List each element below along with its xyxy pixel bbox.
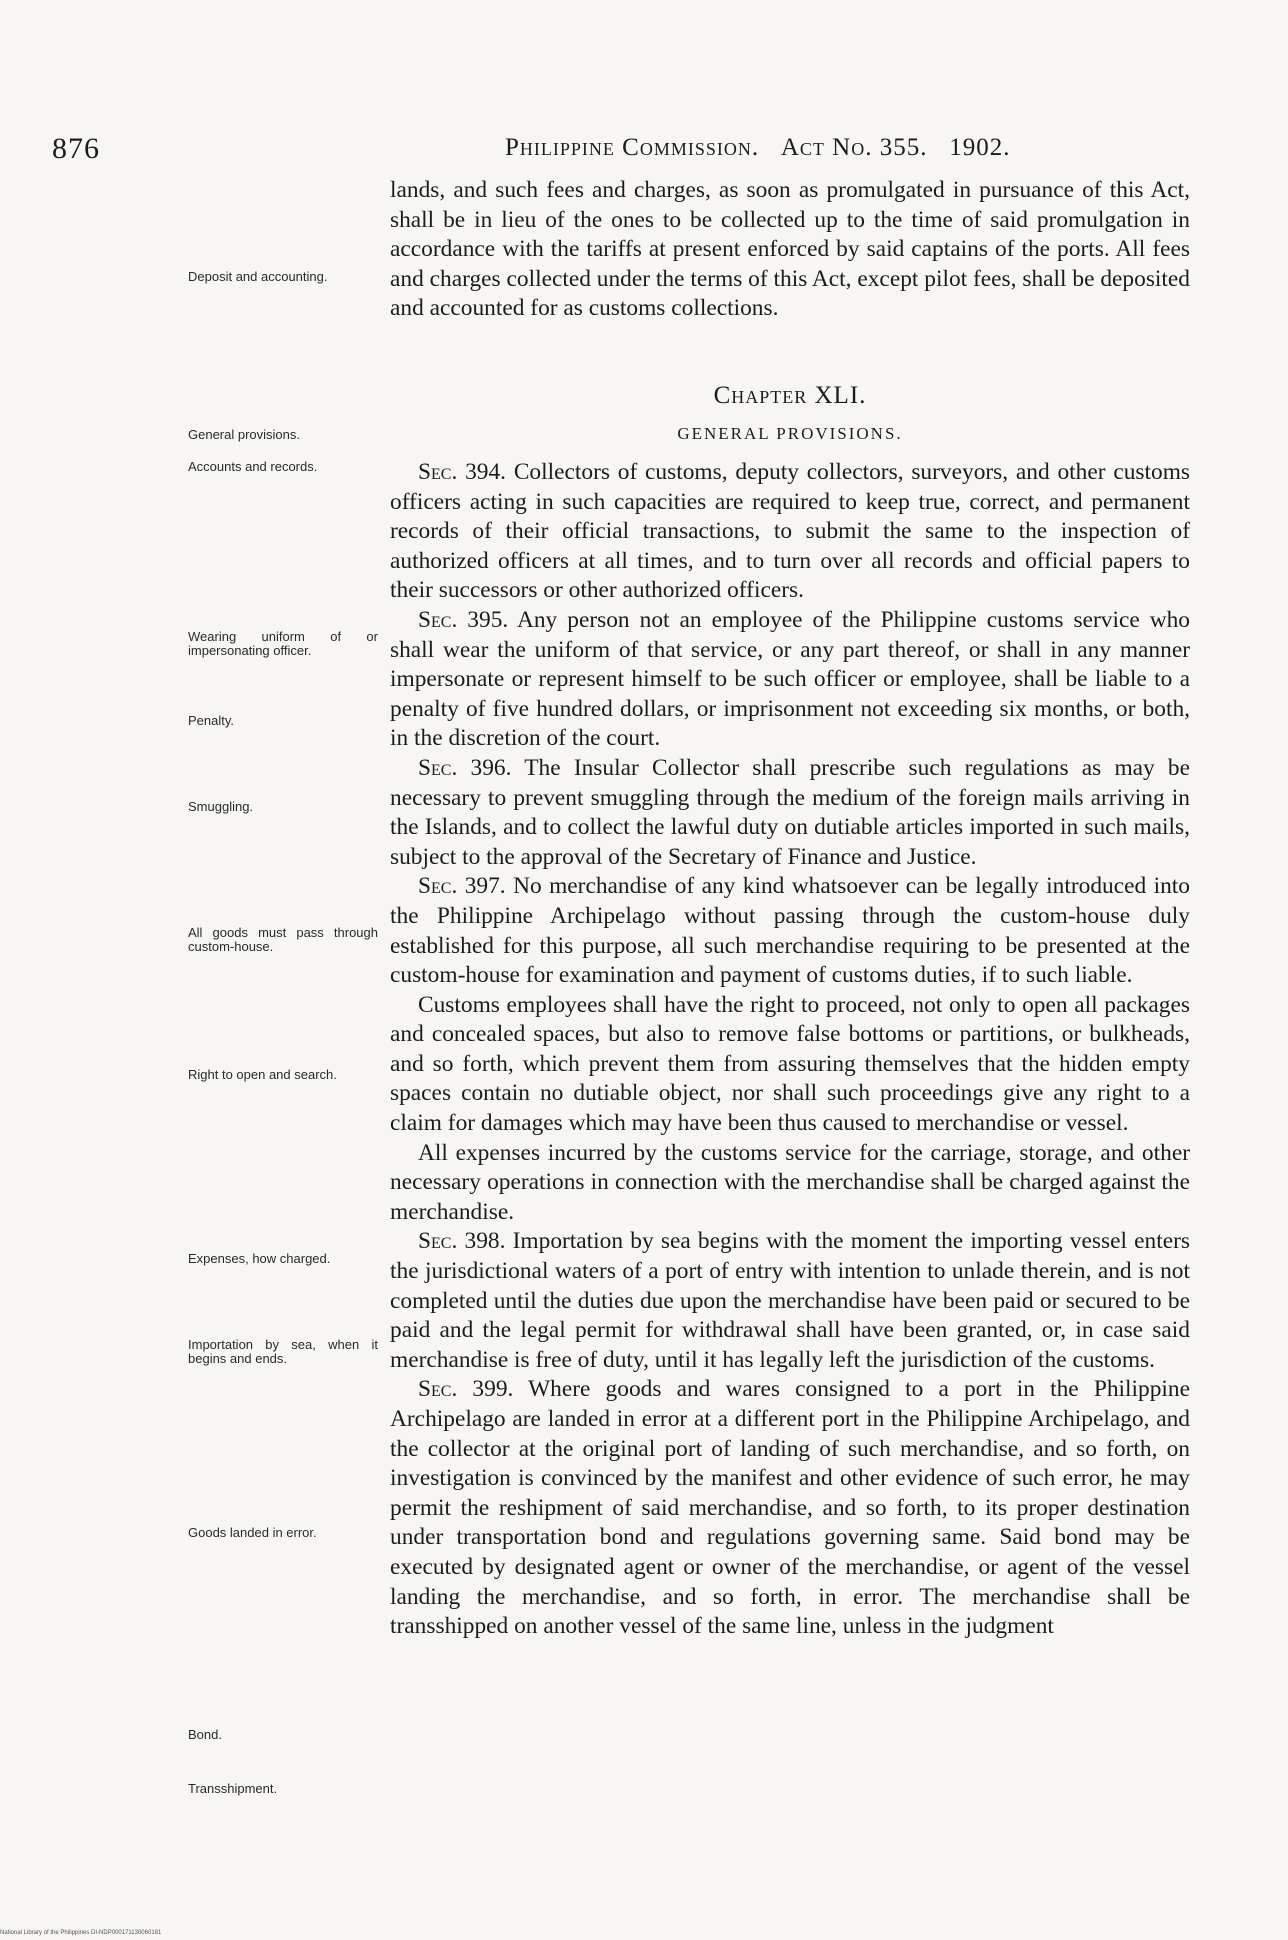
- margin-note-search: Right to open and search.: [188, 1067, 337, 1082]
- continuation-block: [390, 176, 1190, 324]
- page-number: 876: [52, 132, 100, 165]
- section-395: [390, 606, 1190, 754]
- running-head: [505, 134, 1085, 162]
- margin-note-deposit: Deposit and accounting.: [188, 269, 328, 284]
- margin-note-general: General provisions.: [188, 427, 300, 442]
- margin-note-uniform: Wearing uniform of or impersonating officer.: [188, 629, 378, 658]
- section-396-text: The Insular Collector shall prescribe such regulations as may be necessary to prevent smuggling through the medium of the foreign mails arriving in the Islands, and to collect the lawful duty on dutiable articles imported in such mails, subject to the approval of the Secretary of Finance and Justice.: [390, 754, 1190, 870]
- section-397-lead: Sec. 397.: [418, 873, 506, 900]
- paragraph-right-to-search: Customs employees shall have the right to proceed, not only to open all packages and concealed spaces, but also to remove false bottoms or partitions, or bulkheads, and so forth, which prevent them from assuring themselves that the hidden empty spaces contain no dutiable object, nor shall such proceedings give any right to a claim for damages which may have been thus caused to merchandise or vessel.: [390, 991, 1190, 1137]
- margin-note-expenses: Expenses, how charged.: [188, 1251, 331, 1266]
- margin-note-bond: Bond.: [188, 1727, 222, 1742]
- section-396: [390, 754, 1190, 872]
- margin-note-goods: All goods must pass through custom-house.: [188, 925, 378, 954]
- section-394: [390, 458, 1190, 606]
- margin-note-landed: Goods landed in error.: [188, 1525, 317, 1540]
- margin-note-smuggling: Smuggling.: [188, 799, 254, 814]
- section-397: [390, 872, 1190, 990]
- chapter-subtitle: GENERAL PROVISIONS.: [677, 424, 903, 443]
- main-text-block: [390, 458, 1190, 1642]
- section-398-lead: Sec. 398.: [418, 1228, 506, 1255]
- section-395-lead: Sec. 395.: [418, 606, 509, 633]
- section-394-lead: Sec. 394.: [418, 459, 507, 485]
- running-head-year: 1902.: [949, 134, 1011, 161]
- scan-credit: National Library of the Philippines DI-NDP000171130060181: [0, 1930, 162, 1936]
- running-head-act: Act No. 355.: [780, 134, 928, 161]
- section-398: [390, 1227, 1190, 1375]
- margin-note-accounts: Accounts and records.: [188, 459, 318, 474]
- paragraph-expenses: All expenses incurred by the customs service for the carriage, storage, and other necessary operations in connection with the merchandise shall be charged against the merchandise.: [390, 1139, 1190, 1225]
- margin-note-penalty: Penalty.: [188, 713, 235, 728]
- section-397-text: No merchandise of any kind whatsoever can be legally introduced into the Philippine Archipelago without passing through the custom-house duly established for this purpose, all such merchandise requiring to be presented at the custom-house for examination and payment of customs duties, if to such liable.: [390, 873, 1190, 989]
- section-399-lead: Sec. 399.: [418, 1376, 514, 1403]
- running-head-title: Philippine Commission.: [505, 134, 760, 161]
- section-399-text: Where goods and wares consigned to a port in the Philippine Archipelago are landed in error at a different port in the Philippine Archipelago, and the collector at the original port of landing of such merchandise, and so forth, on investigation is convinced by the manifest and other evidence of such error, he may permit the reshipment of said merchandise, and so forth, to its proper destination under transportation bond and regulations governing same. Said bond may be executed by designated agent or owner of the merchandise, or agent of the vessel landing the merchandise, and so forth, in error. The merchandise shall be transshipped on another vessel of the same line, unless in the judgment: [390, 1376, 1190, 1640]
- section-398-text: Importation by sea begins with the moment the importing vessel enters the jurisdictional waters of a port of entry with intention to unlade therein, and is not completed until the duties due upon the merchandise have been paid or secured to be paid and the legal permit for withdrawal shall have been granted, or, in case said merchandise is free of duty, until it has legally left the jurisdiction of the customs.: [390, 1228, 1190, 1373]
- section-395-text: Any person not an employee of the Philippine customs service who shall wear the uniform of that service, or any part thereof, or shall in any manner impersonate or represent himself to be such officer or employee, shall be liable to a penalty of five hundred dollars, or imprisonment not exceeding six months, or both, in the discretion of the court.: [390, 606, 1190, 752]
- section-399: [390, 1375, 1190, 1641]
- continuation-paragraph: lands, and such fees and charges, as soon as promulgated in pursuance of this Act, shall be in lieu of the ones to be collected up to the time of said promulgation in accordance with the tariffs at present enforced by said captains of the ports. All fees and charges collected under the terms of this Act, except pilot fees, shall be deposited and accounted for as customs collections.: [390, 177, 1190, 322]
- margin-note-importation: Importation by sea, when it begins and ends.: [188, 1337, 378, 1366]
- section-396-lead: Sec. 396.: [418, 754, 512, 781]
- chapter-title: Chapter XLI.: [713, 382, 867, 409]
- margin-note-transshipment: Transshipment.: [188, 1781, 278, 1796]
- section-394-text: Collectors of customs, deputy collectors, surveyors, and other customs officers acting in such capacities are required to keep true, correct, and permanent records of their official transactions, to submit the same to the inspection of authorized officers at all times, and to turn over all records and official papers to their successors or other authorized officers.: [390, 459, 1190, 604]
